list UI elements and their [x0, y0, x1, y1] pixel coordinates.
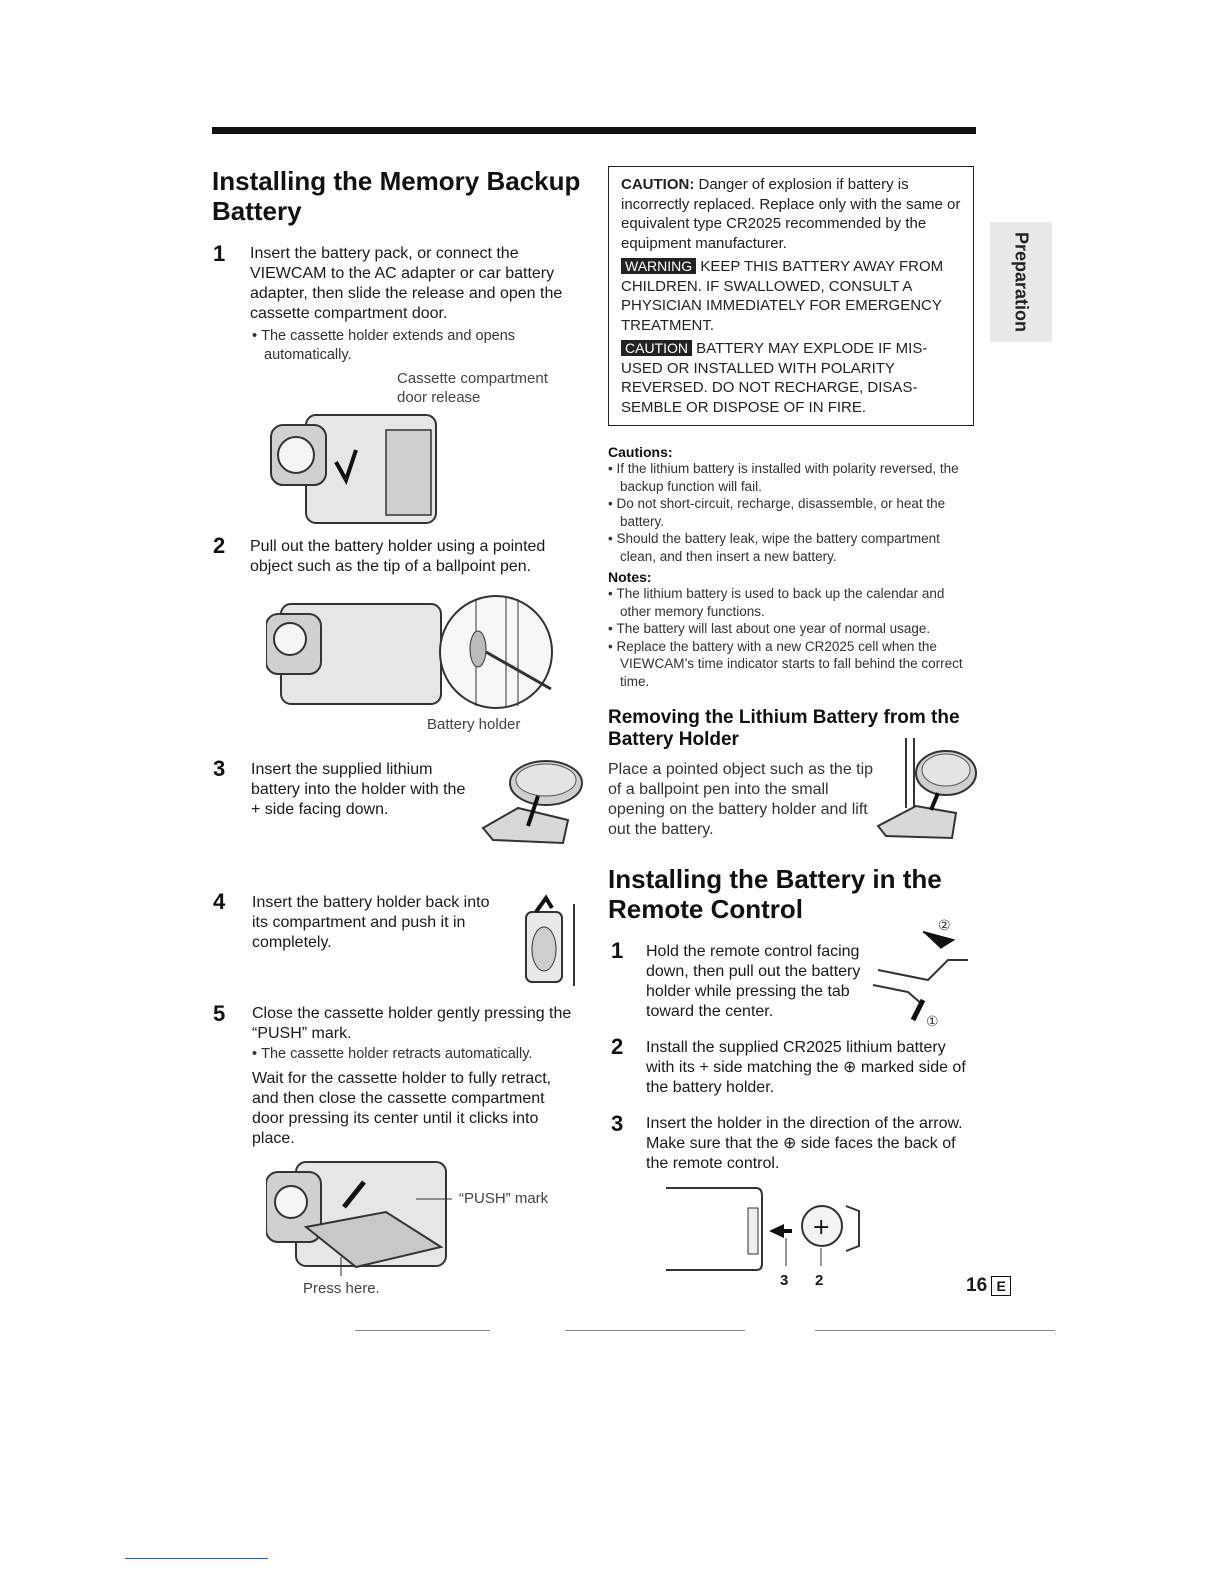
remote-fig-label-2: ② [938, 918, 951, 934]
step-5-bullet: • The cassette holder retracts automatically. [252, 1045, 582, 1064]
top-rule [212, 127, 976, 134]
remote-fig-label-3: 3 [780, 1272, 789, 1289]
step-4-text: Insert the battery holder back into its compartment and push it in completely. [252, 894, 490, 951]
remote-holder-illustration [868, 910, 978, 1034]
caution-paragraph [621, 175, 961, 253]
note-item: • The lithium battery is used to back up the calendar and other memory functions. [608, 585, 974, 620]
warning-badge: WARNING [621, 258, 696, 274]
step-4-number: 4 [213, 889, 226, 914]
step-3-number: 3 [213, 756, 226, 781]
note-item: • The battery will last about one year of normal usage. [608, 620, 974, 638]
removing-title: Removing the Lithium Battery from the Battery Holder [608, 707, 960, 750]
caution-text: Danger of explosion if battery is incorrectly replaced. Replace only with the same or equivalent type CR2025 recommended by the equipment manufacturer. [621, 176, 961, 252]
step-5-extra-text: Wait for the cassette holder to fully retract, and then close the cassette compartment door pressing its center until it clicks into place. [252, 1070, 552, 1147]
removing-text: Place a pointed object such as the tip of a ballpoint pen into the small opening on the battery holder and lift out the battery. [608, 761, 874, 838]
remote-step-1-text: Hold the remote control facing down, then pull out the battery holder while pressing the tab toward the center. [646, 943, 861, 1020]
section-tab-label: Preparation [1011, 231, 1032, 333]
footer-rule-1 [355, 1330, 490, 1331]
remote-step-3-text: Insert the holder in the direction of the arrow. Make sure that the ⊕ side faces the back of the remote control. [646, 1115, 963, 1172]
remote-fig-label-2b: 2 [815, 1272, 824, 1289]
caution-item: • Should the battery leak, wipe the battery compartment clean, and then insert a new battery. [608, 530, 974, 565]
page-number-block [966, 1275, 1011, 1297]
notes-title: Notes: [608, 569, 652, 585]
remote-step-1-number: 1 [611, 938, 624, 963]
footer-rule-3 [815, 1330, 1055, 1331]
caption-battery-holder: Battery holder [427, 716, 521, 733]
step-2-number: 2 [213, 533, 226, 558]
caption-push-mark: “PUSH” mark [459, 1190, 549, 1207]
holder-insert-illustration [516, 894, 580, 990]
cautions-list [608, 460, 974, 565]
remote-step-2-number: 2 [611, 1034, 624, 1059]
battery-holder-illustration [266, 594, 566, 710]
step-1-text: Insert the battery pack, or connect the VIEWCAM to the AC adapter or car battery adapter, then slide the release and open the cassette compartment door. [250, 245, 563, 322]
remote-fig-label-1: ① [926, 1014, 939, 1030]
caution2-paragraph [621, 339, 961, 417]
caution-item: • If the lithium battery is installed with polarity reversed, the backup function will fail. [608, 460, 974, 495]
caution-item: • Do not short-circuit, recharge, disassemble, or heat the battery. [608, 495, 974, 530]
step-1-bullets [252, 327, 572, 365]
step-1-bullet: • The cassette holder extends and opens automatically. [252, 327, 572, 365]
remote-insert-illustration [664, 1186, 874, 1276]
svg-text:+: + [812, 1215, 831, 1240]
caution2-text: BATTERY MAY EXPLODE IF MIS-USED OR INSTALLED WITH POLARITY REVERSED. DO NOT RECHARGE, DISAS-SEMBLE OR DISPOSE OF IN FIRE. [621, 340, 928, 416]
step-5-bullets [252, 1045, 582, 1064]
cautions-title: Cautions: [608, 444, 673, 460]
lithium-battery-illustration [478, 758, 588, 854]
remote-title: Installing the Battery in the Remote Control [608, 864, 942, 924]
step-2-text: Pull out the battery holder using a pointed object such as the tip of a ballpoint pen. [250, 538, 546, 575]
caution-box [608, 166, 974, 426]
warning-text: KEEP THIS BATTERY AWAY FROM CHILDREN. IF SWALLOWED, CONSULT A PHYSICIAN IMMEDIATELY FOR EMERGENCY TREATMENT. [621, 258, 944, 334]
caption-press-here: Press here. [303, 1280, 380, 1297]
footer-rule-2 [565, 1330, 745, 1331]
caption-door-release: Cassette compartment door release [397, 370, 548, 406]
section-tab [990, 222, 1052, 342]
push-mark-illustration [266, 1152, 452, 1276]
caution-label: CAUTION: [621, 176, 695, 193]
battery-removal-illustration [876, 738, 980, 842]
step-5-text: Close the cassette holder gently pressing the “PUSH” mark. [252, 1005, 572, 1042]
footer-rule-4 [125, 1558, 268, 1559]
remote-step-2-text: Install the supplied CR2025 lithium battery with its + side matching the ⊕ marked side of the battery holder. [646, 1039, 966, 1096]
cautions-notes-block [608, 444, 974, 690]
remote-step-3-number: 3 [611, 1111, 624, 1136]
step-3-text: Insert the supplied lithium battery into the holder with the + side facing down. [251, 761, 466, 818]
caution2-badge: CAUTION [621, 340, 692, 356]
step-5-number: 5 [213, 1001, 226, 1026]
step-1-number: 1 [213, 241, 226, 266]
note-item: • Replace the battery with a new CR2025 cell when the VIEWCAM’s time indicator starts to fall behind the correct time. [608, 638, 974, 691]
warning-paragraph [621, 257, 961, 335]
camcorder-door-illustration [266, 400, 442, 528]
page-number: 16 [966, 1275, 988, 1296]
page-title: Installing the Memory Backup Battery [212, 166, 581, 226]
notes-list [608, 585, 974, 690]
language-box: E [991, 1276, 1011, 1296]
